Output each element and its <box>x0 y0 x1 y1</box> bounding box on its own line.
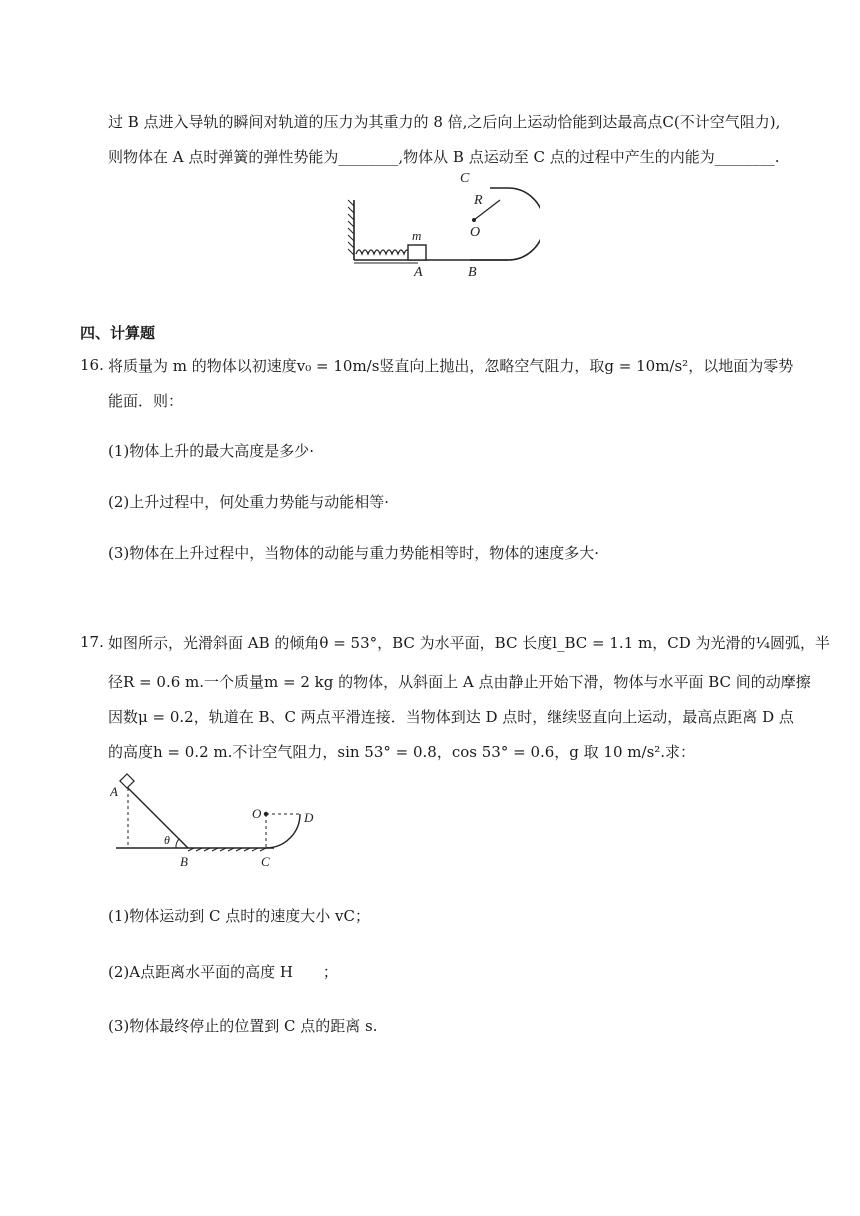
question-17-line-3: 因数μ = 0.2，轨道在 B、C 两点平滑连接．当物体到达 D 点时，继续竖直向上运动，最高点距离 D 点 <box>108 708 794 726</box>
question-16-part-3: (3)物体在上升过程中，当物体的动能与重力势能相等时，物体的速度多大· <box>108 544 600 562</box>
label-C: C <box>460 171 470 186</box>
label-A: A <box>110 784 118 799</box>
label-O: O <box>470 225 481 240</box>
block-m <box>408 245 426 260</box>
question-16-line-2: 能面．则： <box>108 392 184 410</box>
prev-question-line-2: 则物体在 A 点时弹簧的弹性势能为________,物体从 B 点运动至 C 点的过程中产生的内能为________. <box>108 148 780 166</box>
question-16-part-1: (1)物体上升的最大高度是多少· <box>108 442 315 460</box>
incline-arc-figure <box>110 772 330 872</box>
label-O: O <box>252 806 262 821</box>
label-m: m <box>412 228 422 243</box>
label-B: B <box>180 854 188 869</box>
question-17-part-3: (3)物体最终停止的位置到 C 点的距离 s. <box>108 1017 378 1035</box>
question-17-line-2: 径R = 0.6 m.一个质量m = 2 kg 的物体，从斜面上 A 点由静止开始下滑，物体与水平面 BC 间的动摩擦 <box>108 673 811 691</box>
label-theta: θ <box>164 833 170 847</box>
incline-AB <box>120 780 188 848</box>
label-D: D <box>304 810 314 825</box>
wall-hatching <box>348 200 354 255</box>
question-17-part-2: (2)A点距离水平面的高度 H ； <box>108 963 338 981</box>
label-R: R <box>474 193 483 208</box>
label-A: A <box>414 265 423 280</box>
question-16-line-1: 将质量为 m 的物体以初速度v₀ = 10m/s竖直向上抛出，忽略空气阻力，取g = 10m/s²，以地面为零势 <box>108 357 794 375</box>
quarter-arc-CD <box>266 814 300 848</box>
angle-arc <box>176 839 179 848</box>
question-16-part-2: (2)上升过程中，何处重力势能与动能相等· <box>108 493 390 511</box>
question-17-line-1: 如图所示，光滑斜面 AB 的倾角θ = 53°，BC 为水平面，BC 长度l_BC = 1.1 m，CD 为光滑的¼圆弧，半 <box>108 634 831 652</box>
block-on-incline <box>120 774 134 788</box>
center-point-O <box>264 812 268 816</box>
label-B: B <box>468 265 477 280</box>
question-17-number: 17. <box>80 633 104 651</box>
question-17-part-1: (1)物体运动到 C 点时的速度大小 vC； <box>108 907 370 925</box>
section-heading: 四、计算题 <box>80 324 156 342</box>
spring <box>356 250 410 254</box>
spring-track-figure <box>340 168 540 280</box>
question-16-number: 16. <box>80 356 104 374</box>
question-17-line-4: 的高度h = 0.2 m.不计空气阻力，sin 53° = 0.8，cos 53° = 0.6，g 取 10 m/s².求： <box>108 743 696 761</box>
label-C: C <box>261 854 270 869</box>
prev-question-line-1: 过 B 点进入导轨的瞬间对轨道的压力为其重力的 8 倍,之后向上运动恰能到达最高点C(不计空气阻力), <box>108 113 781 131</box>
